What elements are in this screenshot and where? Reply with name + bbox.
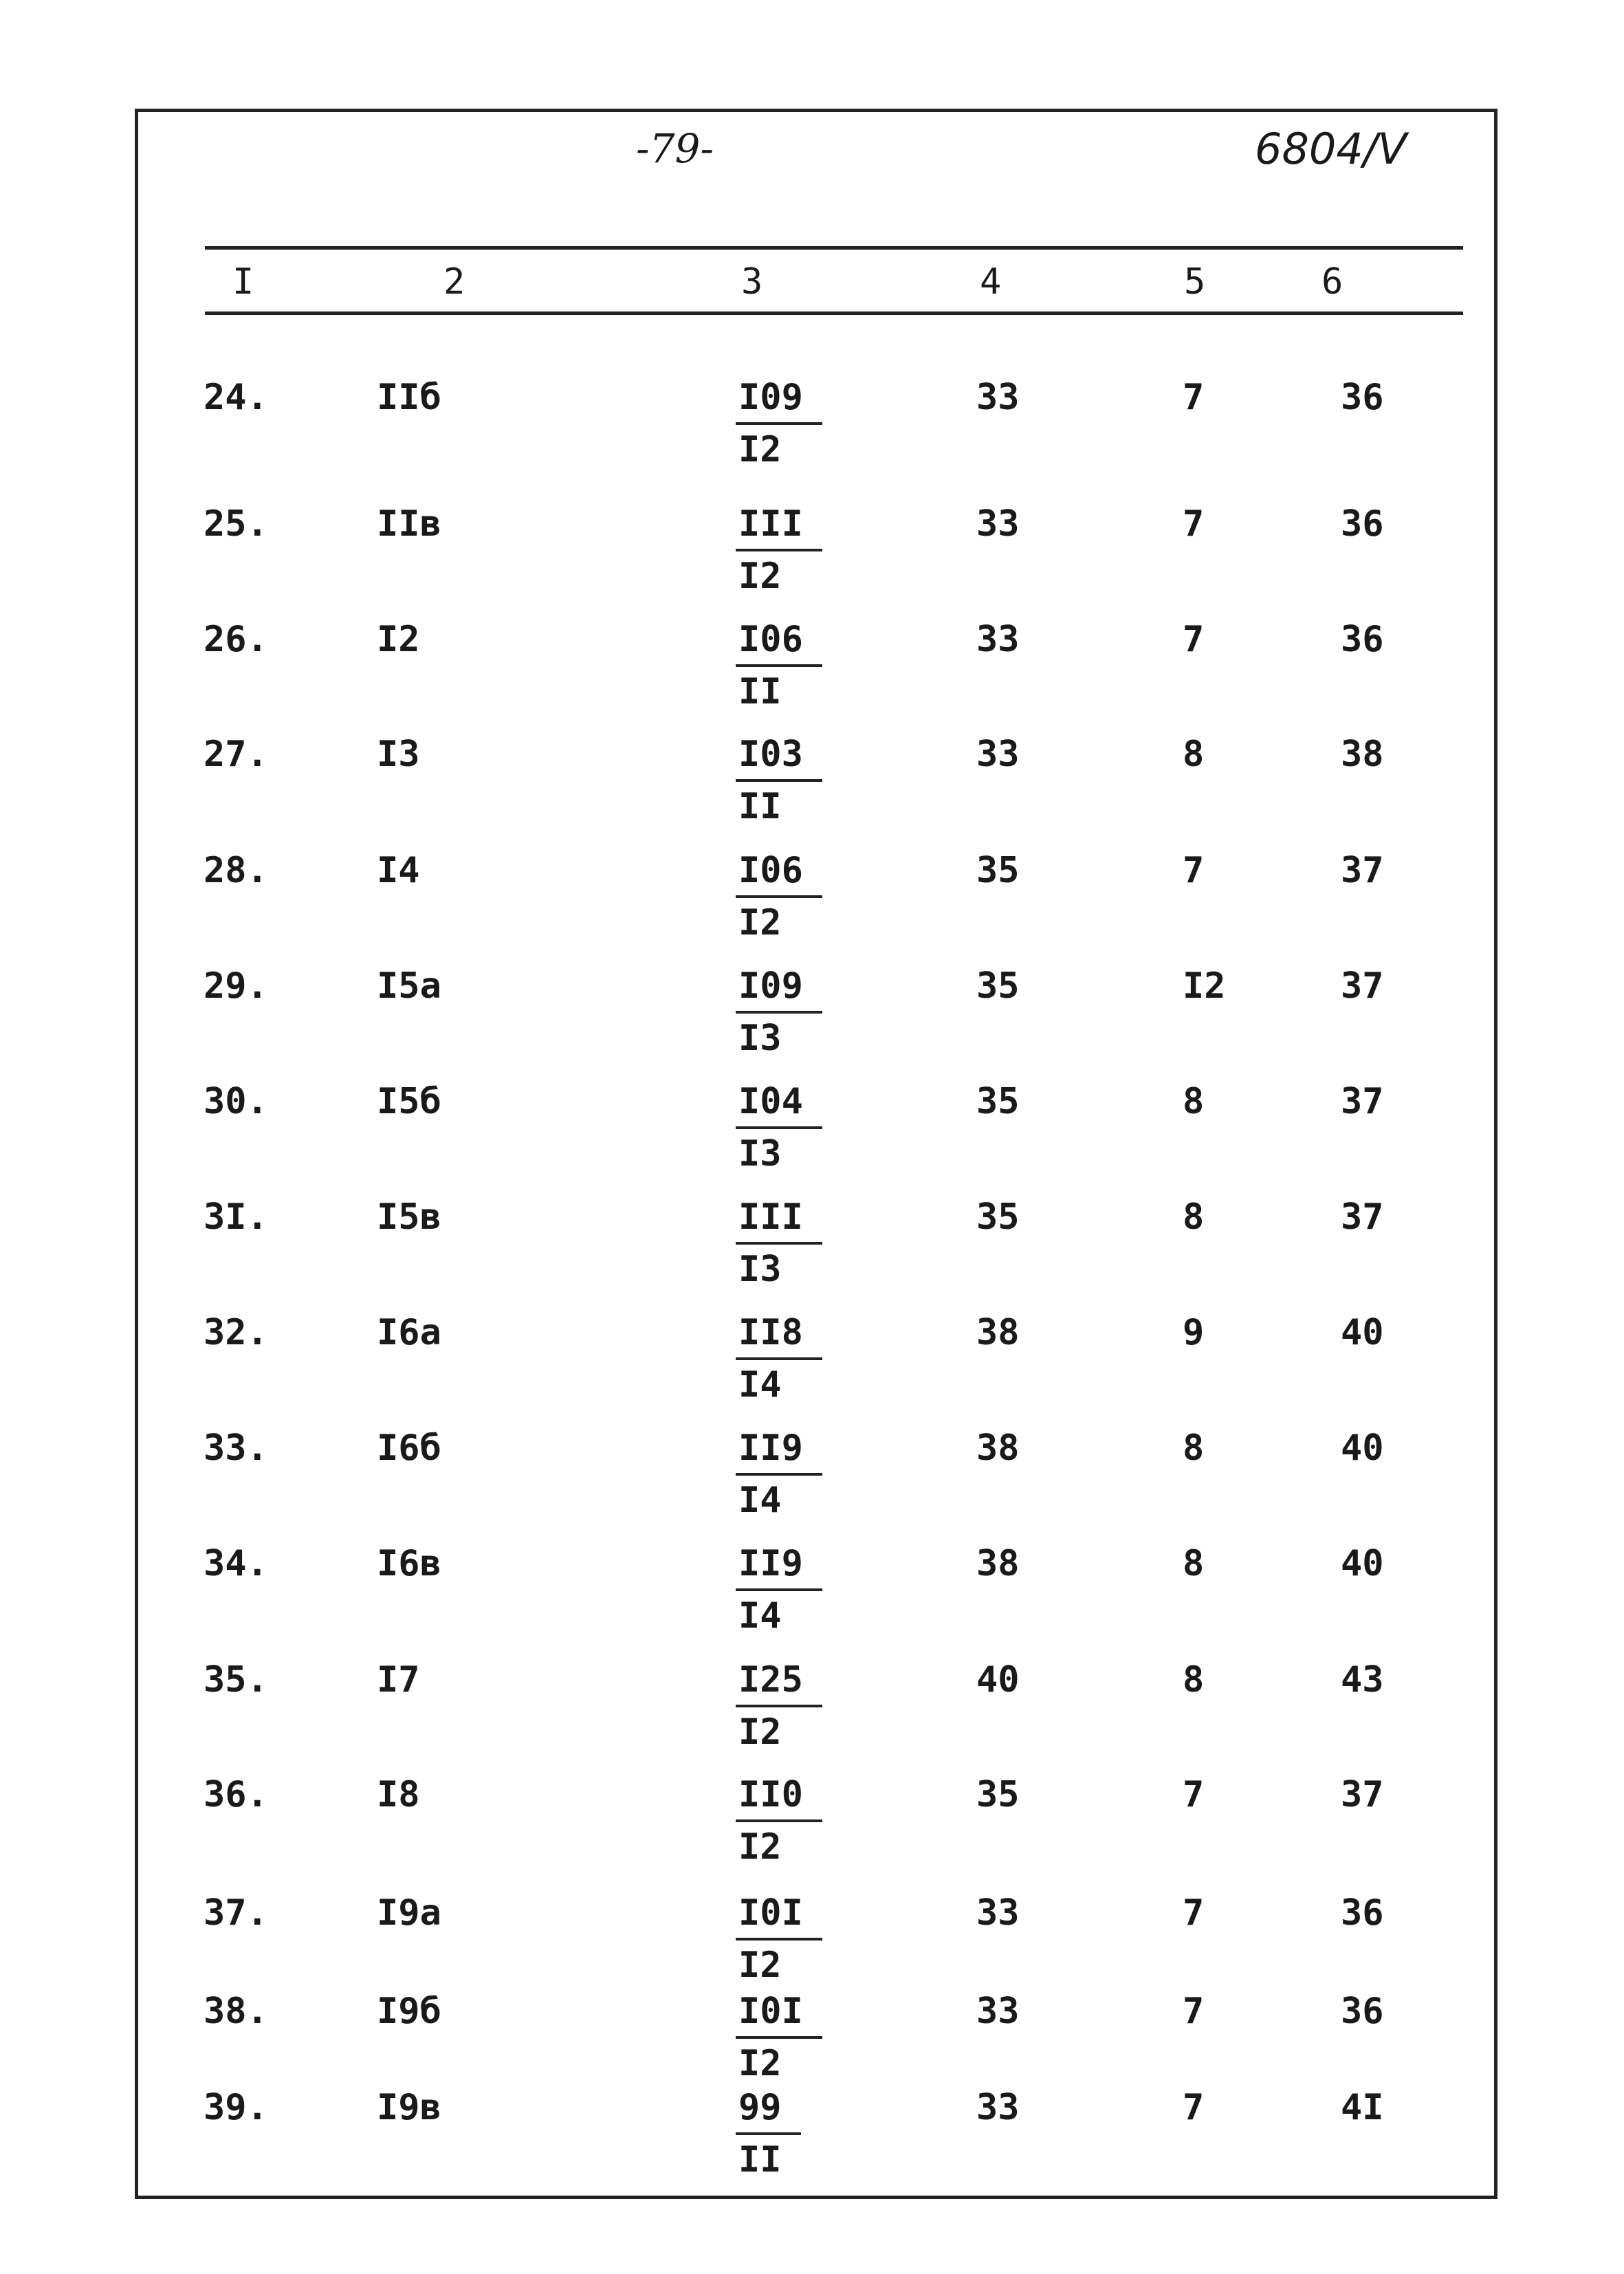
value-col4: 38 bbox=[976, 1428, 1020, 1469]
fraction-numerator: I06 bbox=[736, 850, 822, 898]
fraction-denominator: I3 bbox=[738, 1133, 782, 1174]
fraction-value bbox=[736, 2087, 801, 2180]
fraction-denominator: I2 bbox=[738, 1826, 782, 1868]
value-col4: 33 bbox=[976, 377, 1020, 418]
fraction-value bbox=[736, 1892, 822, 1986]
row-number: 39. bbox=[204, 2087, 268, 2128]
column-header: 6 bbox=[1321, 261, 1343, 303]
value-col5: 7 bbox=[1183, 850, 1205, 891]
fraction-numerator: 99 bbox=[736, 2087, 801, 2135]
value-col6: 40 bbox=[1341, 1312, 1384, 1353]
fraction-denominator: I3 bbox=[738, 1018, 782, 1059]
value-col5: I2 bbox=[1183, 965, 1226, 1007]
value-col4: 35 bbox=[976, 1081, 1020, 1122]
item-code: IIв bbox=[377, 503, 441, 545]
fraction-value bbox=[736, 1543, 822, 1637]
row-number: 30. bbox=[204, 1081, 268, 1122]
row-number: 38. bbox=[204, 1991, 268, 2032]
row-number: 27. bbox=[204, 734, 268, 775]
item-code: I9в bbox=[377, 2087, 441, 2128]
fraction-numerator: I03 bbox=[736, 734, 822, 782]
row-number: 29. bbox=[204, 965, 268, 1007]
fraction-numerator: I25 bbox=[736, 1659, 822, 1707]
row-number: 34. bbox=[204, 1543, 268, 1584]
value-col5: 8 bbox=[1183, 1543, 1205, 1584]
value-col5: 7 bbox=[1183, 377, 1205, 418]
fraction-denominator: II bbox=[738, 671, 782, 712]
value-col6: 38 bbox=[1341, 734, 1384, 775]
row-number: 25. bbox=[204, 503, 268, 545]
value-col4: 33 bbox=[976, 1991, 1020, 2032]
row-number: 36. bbox=[204, 1774, 268, 1815]
fraction-numerator: II9 bbox=[736, 1428, 822, 1476]
item-code: I6в bbox=[377, 1543, 441, 1584]
value-col4: 33 bbox=[976, 734, 1020, 775]
column-header: I bbox=[232, 261, 254, 303]
item-code: I2 bbox=[377, 619, 420, 660]
fraction-denominator: I2 bbox=[738, 2043, 782, 2084]
value-col4: 38 bbox=[976, 1543, 1020, 1584]
column-header: 5 bbox=[1184, 261, 1206, 303]
value-col5: 7 bbox=[1183, 503, 1205, 545]
value-col4: 33 bbox=[976, 1892, 1020, 1934]
item-code: I6б bbox=[377, 1428, 441, 1469]
value-col5: 7 bbox=[1183, 1991, 1205, 2032]
value-col5: 7 bbox=[1183, 1774, 1205, 1815]
value-col6: 40 bbox=[1341, 1543, 1384, 1584]
value-col6: 40 bbox=[1341, 1428, 1384, 1469]
value-col6: 36 bbox=[1341, 377, 1384, 418]
value-col5: 8 bbox=[1183, 1196, 1205, 1238]
fraction-numerator: I09 bbox=[736, 377, 822, 425]
item-code: I4 bbox=[377, 850, 420, 891]
fraction-numerator: I0I bbox=[736, 1991, 822, 2039]
fraction-denominator: I2 bbox=[738, 429, 782, 470]
row-number: 32. bbox=[204, 1312, 268, 1353]
row-number: 26. bbox=[204, 619, 268, 660]
column-header: 2 bbox=[443, 261, 465, 303]
value-col5: 8 bbox=[1183, 734, 1205, 775]
fraction-value bbox=[736, 965, 822, 1059]
fraction-value bbox=[736, 1659, 822, 1753]
fraction-value bbox=[736, 1196, 822, 1290]
fraction-value bbox=[736, 1312, 822, 1406]
item-code: I5б bbox=[377, 1081, 441, 1122]
value-col4: 35 bbox=[976, 1774, 1020, 1815]
item-code: I9a bbox=[377, 1892, 441, 1934]
fraction-value bbox=[736, 1991, 822, 2084]
fraction-value bbox=[736, 1428, 822, 1521]
fraction-numerator: I06 bbox=[736, 619, 822, 667]
row-number: 33. bbox=[204, 1428, 268, 1469]
item-code: IIб bbox=[377, 377, 441, 418]
fraction-value bbox=[736, 503, 822, 597]
value-col6: 4I bbox=[1341, 2087, 1384, 2128]
document-code: 6804/V bbox=[1255, 124, 1407, 174]
fraction-value bbox=[736, 1774, 822, 1868]
fraction-numerator: III bbox=[736, 1196, 822, 1245]
row-number: 3I. bbox=[204, 1196, 268, 1238]
row-number: 28. bbox=[204, 850, 268, 891]
header-top-rule bbox=[205, 246, 1463, 250]
fraction-numerator: I0I bbox=[736, 1892, 822, 1940]
value-col4: 33 bbox=[976, 619, 1020, 660]
fraction-denominator: I2 bbox=[738, 1945, 782, 1986]
fraction-numerator: II9 bbox=[736, 1543, 822, 1591]
value-col6: 37 bbox=[1341, 1081, 1384, 1122]
item-code: I3 bbox=[377, 734, 420, 775]
value-col4: 38 bbox=[976, 1312, 1020, 1353]
fraction-denominator: II bbox=[738, 786, 782, 827]
row-number: 37. bbox=[204, 1892, 268, 1934]
value-col6: 43 bbox=[1341, 1659, 1384, 1701]
fraction-denominator: I4 bbox=[738, 1364, 782, 1406]
fraction-numerator: II0 bbox=[736, 1774, 822, 1822]
fraction-value bbox=[736, 619, 822, 712]
fraction-value bbox=[736, 1081, 822, 1174]
column-header: 3 bbox=[741, 261, 763, 303]
fraction-denominator: I3 bbox=[738, 1249, 782, 1290]
value-col6: 37 bbox=[1341, 1196, 1384, 1238]
fraction-numerator: I04 bbox=[736, 1081, 822, 1129]
value-col6: 36 bbox=[1341, 1991, 1384, 2032]
header-bottom-rule bbox=[205, 311, 1463, 315]
value-col5: 8 bbox=[1183, 1428, 1205, 1469]
value-col5: 8 bbox=[1183, 1081, 1205, 1122]
value-col6: 36 bbox=[1341, 1892, 1384, 1934]
fraction-denominator: I2 bbox=[738, 556, 782, 597]
item-code: I5a bbox=[377, 965, 441, 1007]
item-code: I5в bbox=[377, 1196, 441, 1238]
fraction-numerator: II8 bbox=[736, 1312, 822, 1360]
value-col6: 36 bbox=[1341, 503, 1384, 545]
value-col5: 7 bbox=[1183, 619, 1205, 660]
value-col4: 33 bbox=[976, 503, 1020, 545]
fraction-denominator: II bbox=[738, 2139, 782, 2180]
page-number: -79- bbox=[636, 125, 714, 172]
value-col6: 37 bbox=[1341, 850, 1384, 891]
fraction-numerator: I09 bbox=[736, 965, 822, 1014]
value-col4: 33 bbox=[976, 2087, 1020, 2128]
fraction-denominator: I4 bbox=[738, 1595, 782, 1637]
value-col5: 9 bbox=[1183, 1312, 1205, 1353]
row-number: 35. bbox=[204, 1659, 268, 1701]
value-col6: 37 bbox=[1341, 965, 1384, 1007]
fraction-value bbox=[736, 850, 822, 943]
column-header: 4 bbox=[980, 261, 1002, 303]
item-code: I9б bbox=[377, 1991, 441, 2032]
item-code: I8 bbox=[377, 1774, 420, 1815]
value-col5: 7 bbox=[1183, 1892, 1205, 1934]
fraction-value bbox=[736, 377, 822, 470]
value-col5: 8 bbox=[1183, 1659, 1205, 1701]
item-code: I6a bbox=[377, 1312, 441, 1353]
row-number: 24. bbox=[204, 377, 268, 418]
value-col4: 40 bbox=[976, 1659, 1020, 1701]
value-col4: 35 bbox=[976, 850, 1020, 891]
item-code: I7 bbox=[377, 1659, 420, 1701]
value-col4: 35 bbox=[976, 1196, 1020, 1238]
fraction-denominator: I2 bbox=[738, 1712, 782, 1753]
fraction-value bbox=[736, 734, 822, 827]
value-col6: 37 bbox=[1341, 1774, 1384, 1815]
value-col5: 7 bbox=[1183, 2087, 1205, 2128]
fraction-denominator: I2 bbox=[738, 902, 782, 943]
value-col6: 36 bbox=[1341, 619, 1384, 660]
value-col4: 35 bbox=[976, 965, 1020, 1007]
fraction-numerator: III bbox=[736, 503, 822, 551]
fraction-denominator: I4 bbox=[738, 1480, 782, 1521]
